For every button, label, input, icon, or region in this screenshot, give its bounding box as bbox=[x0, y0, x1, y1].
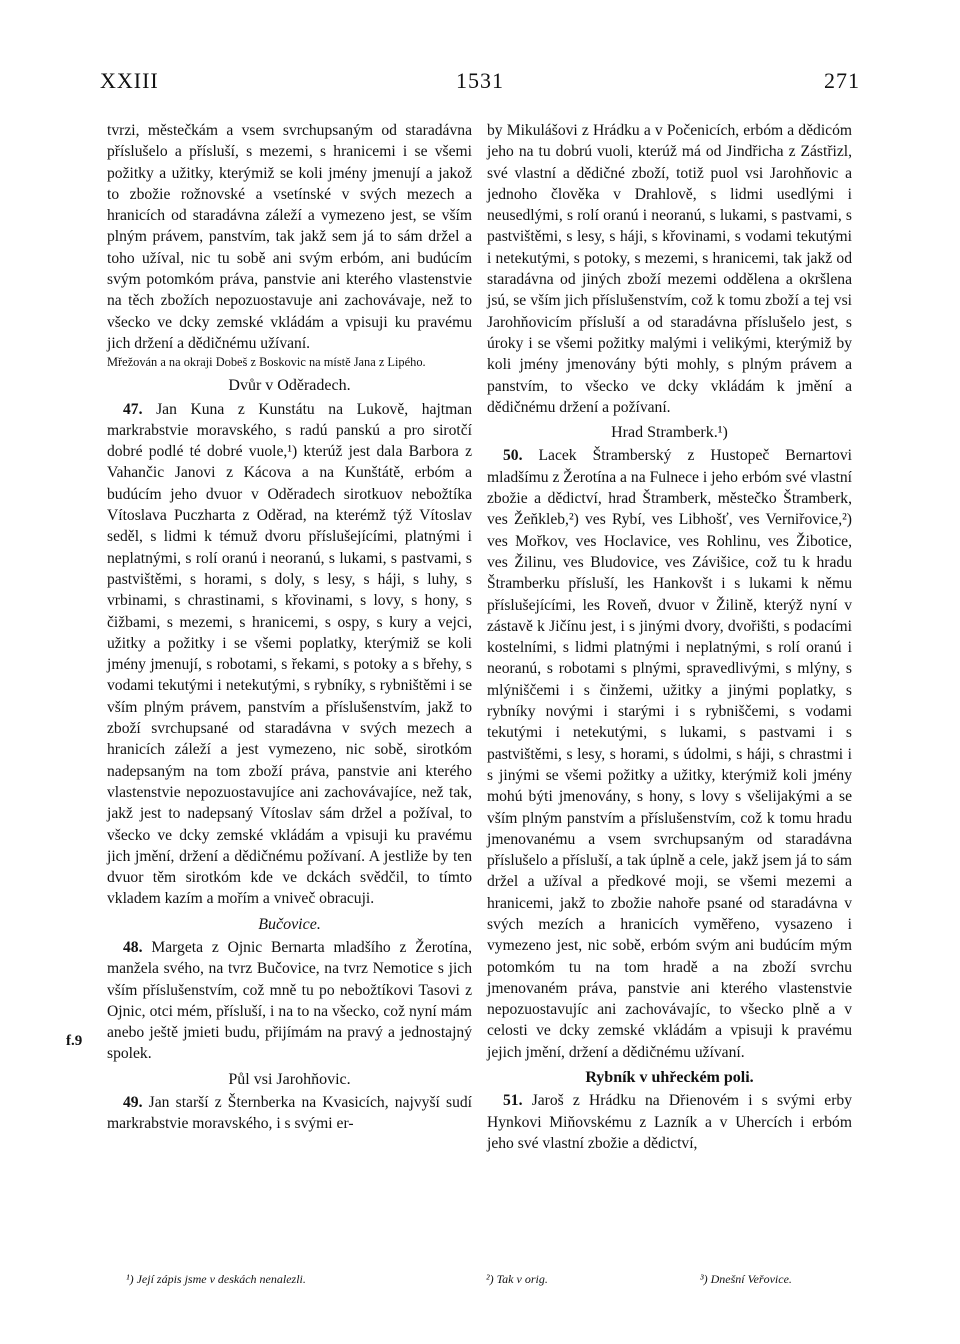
paragraph-continuation: by Mikulášovi z Hrádku a v Počenicích, erbóm a dědicóm jeho na tu dobrú vuoli, kterúž má od Jindřicha z Zástřizl, své vlastní a dědičné zboží, totiž puol vsi Jarohňovic a jednoho člověka v Drahlově, s lidmi usedlými i neusedlými, s rolí oranú i neoranú, s lukami, s pastvami, s pastvištěmi, s lesy, s háji, s křovinami, s vodami tekutými i netekutými, s potoky, s mezemi, s hranicemi, tak jakž od staradávna od jiných zboží mezemi oddělena a okršlena jsú, se vším jich příslušenstvím, což k tomu zboží a tej vsi Jarohňovicím přísluší a od staradávna příslušelo jest, s úroky i se všemi požitky malými i velikými, kterýmiž by koli jmény jmenovány býti mohly, s plným právem a panstvím, to všecko ve dcky vkládám k jmění a dědičnému držení a požívaní. bbox=[487, 122, 852, 416]
volume-number: XXIII bbox=[100, 68, 159, 93]
section-heading-oderady: Dvůr v Oděradech. bbox=[228, 377, 351, 395]
entry-50 bbox=[487, 445, 852, 1063]
entry-49 bbox=[107, 1092, 472, 1135]
section-heading-jarohnovice: Půl vsi Jarohňovic. bbox=[228, 1070, 351, 1088]
paragraph-continuation: tvrzi, městečkám a vsem svrchupsaným od staradávna příslušelo a přísluší, s mezemi, s hranicemi i se všemi požitky a užitky, kterýmiž se koli jmény jmenují a jakož to zbožie rožnovské a vsetínské v svých mezech a hranicích od staradávna záleží a vymezeno jest, se vším plným právem, panstvím, tak jakž sem já to sám držel a toho užíval, nic tu sobě ani svým erbóm, ani budúcím svým potomkóm práva, panstvie ani kterého vlastenstvie na těch zbožích nepozuostavuje ani zachovávaje, než to všecko ve dcky zemské vkládám a vpisuji ku pravému jich držení a dědičnému užívaní. bbox=[107, 122, 472, 352]
footnote-1: ¹) Její zápis jsme v deskách nenalezli. bbox=[126, 1272, 306, 1286]
entry-text: Jan starší z Šternberka na Kvasicích, najvyší sudí markrabstvie moravského, i s svými er- bbox=[107, 1094, 472, 1133]
section-heading-stramberk: Hrad Stramberk.¹) bbox=[611, 424, 728, 442]
section-heading-bucovice: Bučovice. bbox=[258, 915, 321, 933]
entry-51 bbox=[487, 1090, 852, 1154]
footnote-2: ²) Tak v orig. bbox=[486, 1272, 548, 1286]
entry-48 bbox=[107, 937, 472, 1065]
footnote-3: ³) Dnešní Veřovice. bbox=[700, 1272, 792, 1286]
entry-text: Margeta z Ojnic Bernarta mladšího z Žerotína, manžela svého, na tvrz Bučovice, na tvrz Nemotice s jich vším příslušenstvím, což mně tu po nebožtíkovi Tasovi z Ojnic, otci mém, přísluší, i na to na všecko, což nyní mám anebo ještě jmieti budu, přijímám na pravý a jednostajný spolek. bbox=[107, 938, 472, 1063]
entry-number: 51. bbox=[503, 1092, 523, 1110]
entry-text: Jaroš z Hrádku na Dřienovém i s svými erby Hynkovi Miňovskému z Lazník a v Uhercích i erbóm jeho své vlastní zbožie a dědictví, bbox=[487, 1092, 852, 1152]
entry-number: 50. bbox=[503, 447, 523, 465]
entry-number: 49. bbox=[123, 1094, 143, 1112]
right-column bbox=[487, 120, 852, 1154]
entry-47 bbox=[107, 399, 472, 910]
entry-number: 48. bbox=[123, 938, 143, 956]
signature-note: Mřežován a na okraji Dobeš z Boskovic na místě Jana z Lipého. bbox=[107, 355, 426, 370]
section-heading-rybnik: Rybník v uhřeckém poli. bbox=[585, 1069, 754, 1087]
entry-number: 47. bbox=[123, 400, 143, 418]
margin-folio-note: f.9 bbox=[66, 1033, 83, 1049]
page-number: 271 bbox=[824, 68, 860, 93]
left-column bbox=[107, 120, 472, 1135]
year-heading: 1531 bbox=[456, 68, 504, 93]
entry-text: Jan Kuna z Kunstátu na Lukově, hajtman markrabstvie moravského, s radú panskú a pro sirotčí dobré podlé té dobré vuole,¹) kterúž jest dala Barbora z Vahančic Janovi z Kácova a na Kunštátě, erbóm a budúcím jeho dvuor v Oděradech sirotkuov nebožtíka Vítoslava Puczharta z Oděrad, na kterémž týž Vítoslav seděl, s lidmi k témuž dvoru příslušejícími, platnými i neplatnými, s rolí oranú i neoranú, s lukami, s pastvami, s pastvištěmi, s horami, s doly, s lesy, s háji, s luhy, s vrbinami, s chrastinami, s křovinami, s lovy, s hony, s čižbami, s mezemi, s hranicemi, s ospy, s kury a vejci, užitky a požitky i se všemi poplatky, kterýmiž se koli jmény jmenují, s robotami, s řekami, s potoky a s břehy, s vodami tekutými i netekutými, s rybníky, s rybništěmi i se vším plným právem, panstvím a příslušenstvím, jakž to zboží svrchupsané od staradávna v svých mezech a hranicích záleží a jest vymezeno, nic sobě, sirotkóm nadepsaným na tom zboží práva, panstvie ani kterého vlastenstvie nepozuostavujíce ani zachovávajíce, než tak, jakž jest to nadepsaný Vítoslav sám držel a požíval, to všecko ve dcky zemské vkládám a vpisuji ku pravému jich jmění, držení a dědičnému požívaní. A jestliže by ten dvuor těm sirotkóm kde ve dckách svědčil, to tímto vkladem kazím a mořím a vniveč obracuji. bbox=[107, 400, 472, 908]
entry-text: Lacek Štramberský z Hustopeč Bernartovi mladšímu z Žerotína a na Fulnece i jeho erbóm své vlastní zbožie a dědictví, hrad Štramberk, městečko Štramberk, ves Žeňkleb,²) ves Rybí, ves Libhošť, ves Verniřovice,²) ves Mořkov, ves Hoclavice, ves Rohlinu, ves Žibotice, ves Žilinu, ves Bludovice, ves Závišice, což tu k hradu Štramberku přísluší, les Hankovšt i s lukami k němu příslušejícími, les Roveň, dvuor v Žilině, kterýž nyní v zástavě k Jičínu jest, i s jinými dvory, dvořišti, s podacími kostelními, s lidmi platnými i neplatnými, s rolí oranú i neoranú, s robotami s plnými, spravedlivými, s mlýny, s mlýniščemi i s činžemi, užitky a jinými poplatky, s rybníky novými i starými i s rybniščemi, s vodami tekutými i netekutými, s lukami, s pastvami i s pastvištěmi, s lesy, s horami, s údolmi, s háji, s chrastmi i s jinými se všemi požitky a užitky, kterýmiž koli jmény mohú býti jmenovány, s hony, s lovy s všelijakými a se vším plným panstvím a příslušenstvím, což k tomu hradu jmenovanému a vsem svrchupsaným od staradávna příslušelo a přísluší, a tak úplně a cele, jakž jsem já to sám držel a užíval a předkové moji, se všemi mezemi a hranicemi, jakž to zbožie nahoře psané od staradávna v svých mezích a hranicích vyměřeno, vysazeno i vymezeno jest, nic sobě, erbóm svým ani budúcím mým potomkóm tu na tom hradě a na zboží svrchu jmenovaném práva, panstvie ani kterého vlastenstvie nepozuostavujíc ani zachovávajíc, to všecko plně a v celosti ve dcky zemské vkládám a vpisuji k pravému jejich jmění, držení a dědičnému užívaní. bbox=[487, 447, 852, 1061]
